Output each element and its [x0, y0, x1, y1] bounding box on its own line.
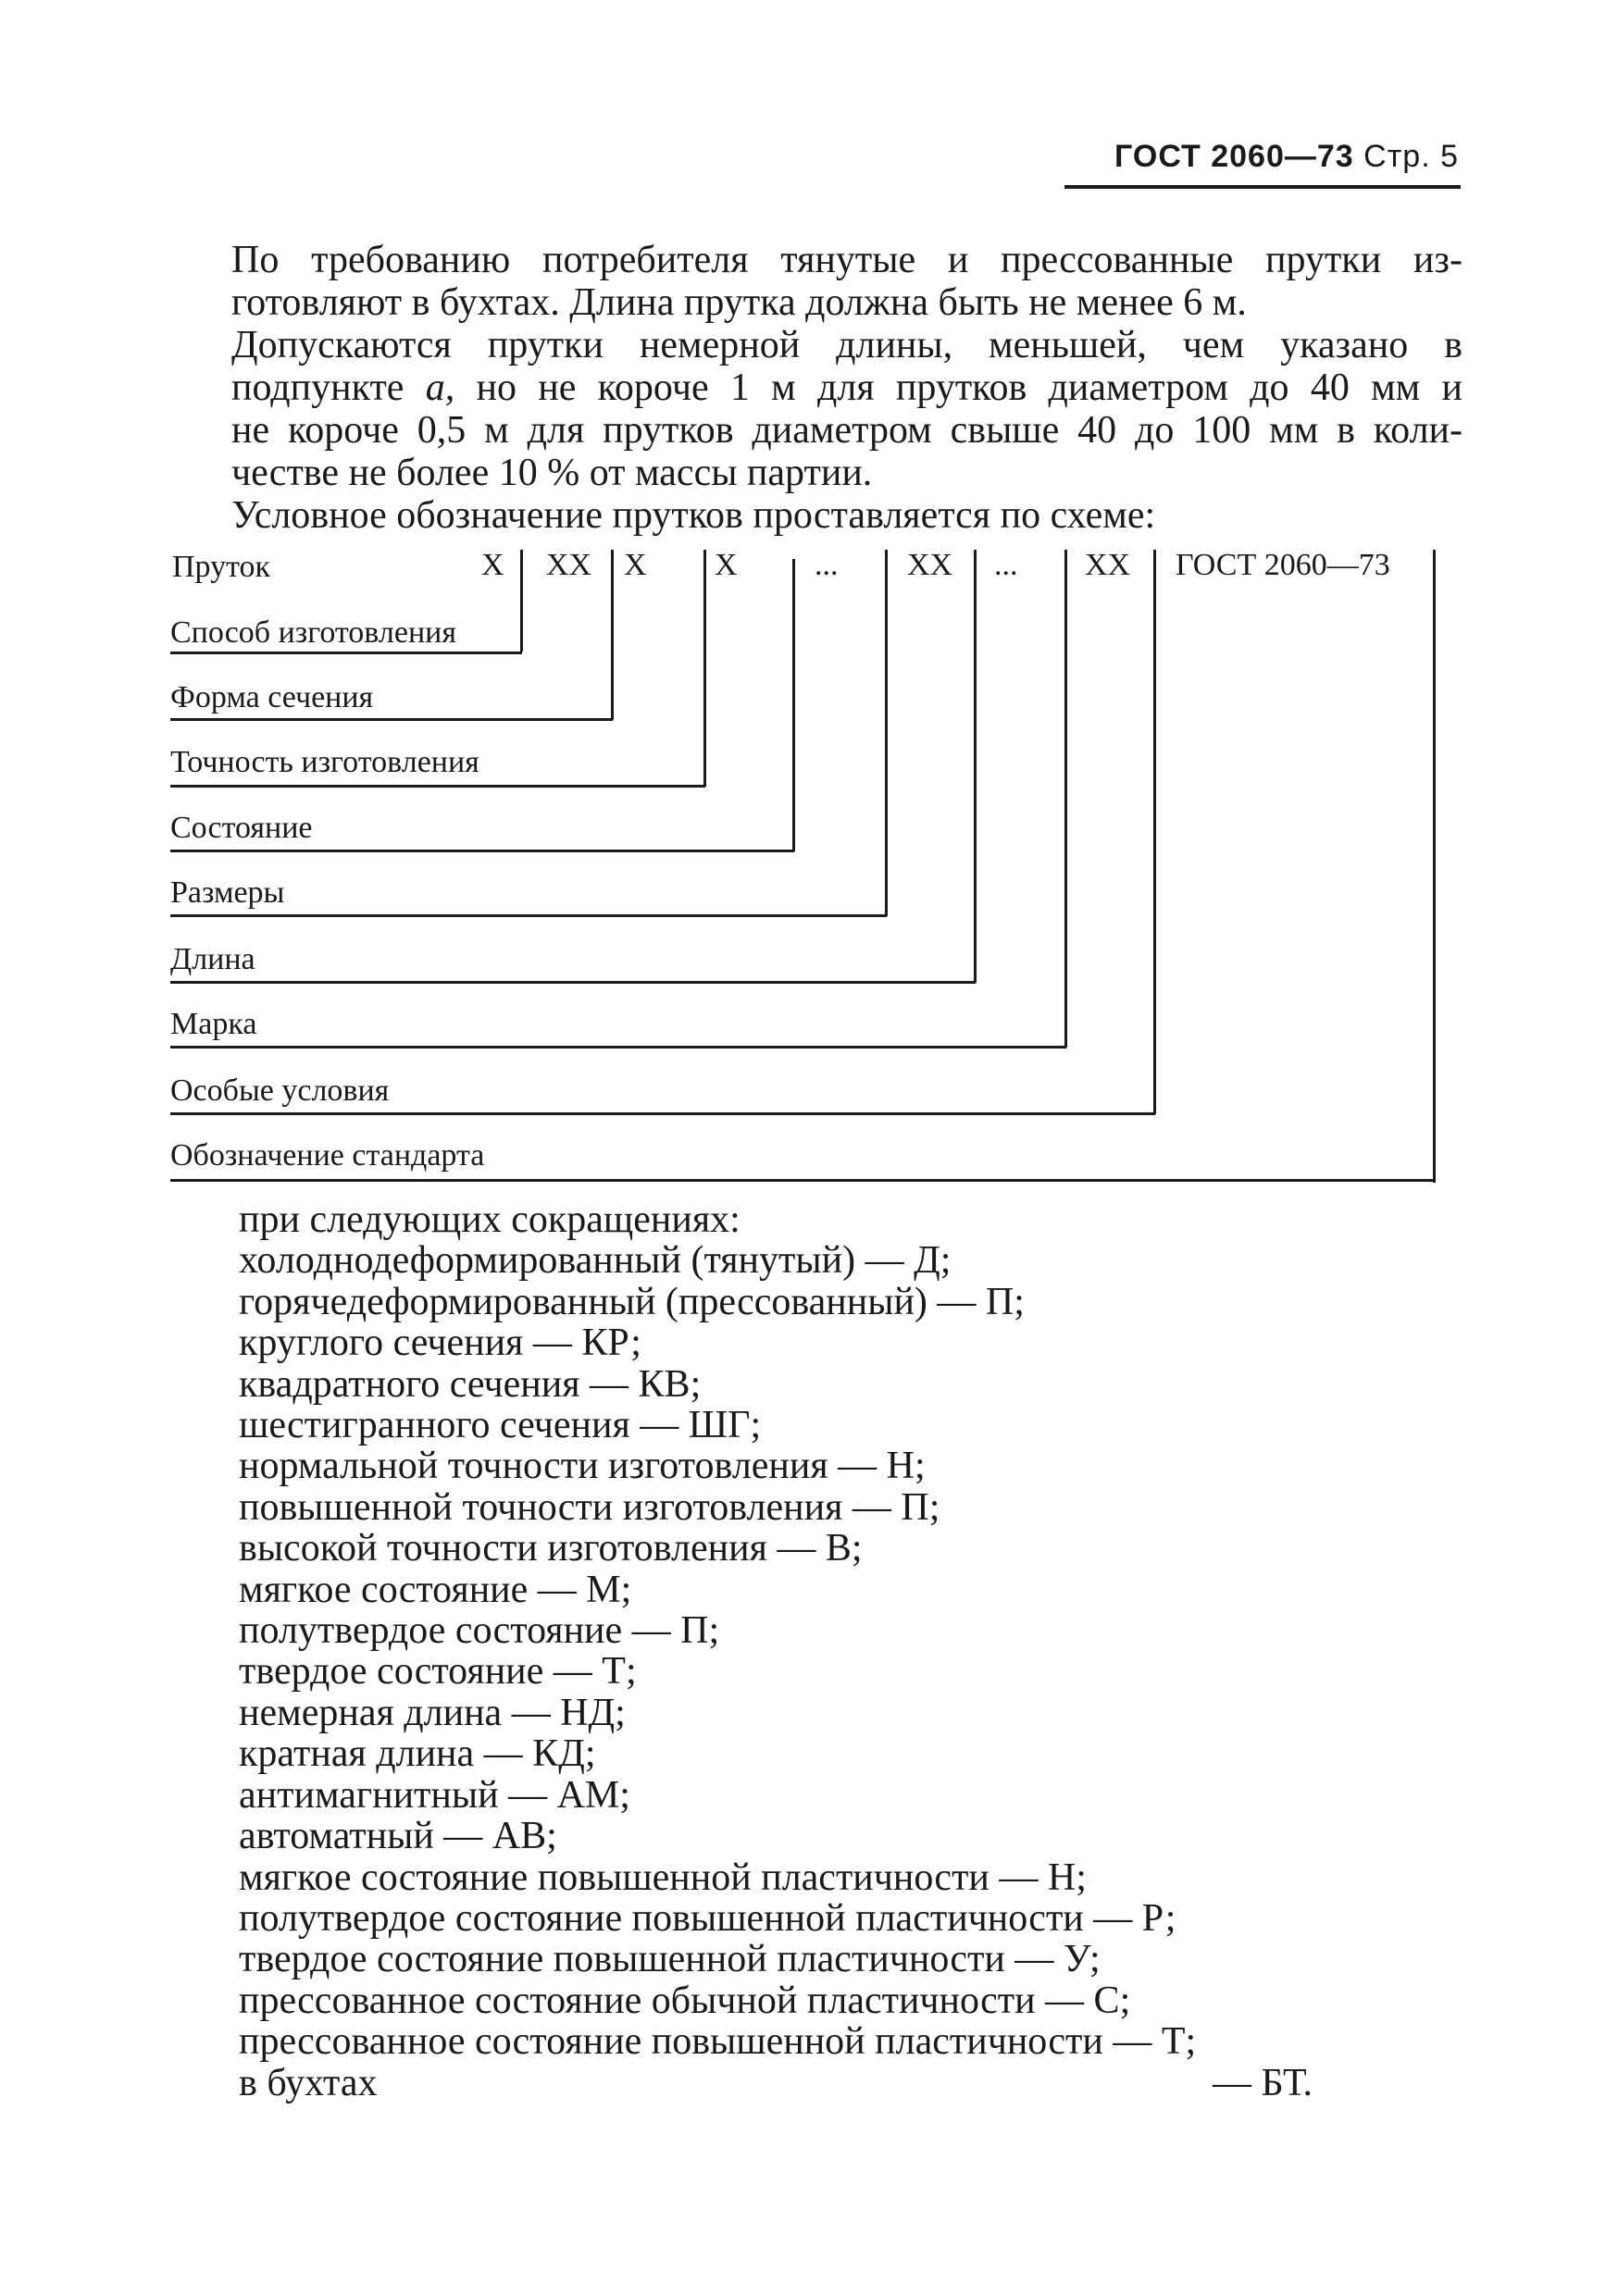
schema-label-method: Способ изготовления [170, 615, 456, 650]
para3: Условное обозначение прутков проставляется по схеме: [231, 494, 1156, 537]
schema-vline-length [974, 550, 977, 983]
schema-vline-grade [1064, 550, 1067, 1048]
standard-number: ГОСТ 2060—73 [1114, 139, 1354, 174]
para2-line4: честве не более 10 % от массы партии. [231, 452, 873, 494]
schema-label-standard: Обозначение стандарта [170, 1138, 485, 1173]
list-item: прессованное состояние обычной пластичности — С; [239, 1979, 1131, 2022]
schema-label-accuracy: Точность изготовления [170, 745, 479, 779]
list-item: высокой точности изготовления — В; [239, 1527, 863, 1570]
list-item: антимагнитный — АМ; [239, 1773, 630, 1817]
page-number: Стр. 5 [1363, 139, 1459, 174]
schema-standard: ГОСТ 2060—73 [1176, 548, 1390, 582]
header-rule [1064, 185, 1461, 189]
subpoint-letter: а, [425, 366, 455, 409]
schema-label-special: Особые условия [170, 1074, 390, 1108]
list-item: немерная длина — НД; [239, 1691, 626, 1734]
schema-hline-grade [170, 1046, 1066, 1049]
schema-hline-method [170, 652, 522, 654]
schema-code-state: X [715, 548, 738, 582]
list-item: твердое состояние — Т; [239, 1650, 637, 1694]
schema-hline-shape [170, 718, 613, 721]
schema-vline-accuracy [703, 550, 706, 787]
schema-code-method: X [481, 548, 504, 582]
list-item-last [239, 2063, 1313, 2104]
page-header [1114, 139, 1459, 175]
schema-vline-special [1153, 550, 1156, 1114]
schema-label-sizes: Размеры [170, 875, 285, 910]
para1-line1: По требованию потребителя тянутые и прессованные прутки из- [231, 239, 1462, 281]
list-item: нормальной точности изготовления — Н; [239, 1445, 926, 1488]
abbreviation-intro: при следующих сокращениях: [239, 1198, 741, 1241]
schema-hline-accuracy [170, 785, 705, 788]
schema-code-dots1: ... [815, 548, 839, 582]
para1-line2: готовляют в бухтах. Длина прутка должна быть не менее 6 м. [231, 281, 1247, 324]
list-item: прессованное состояние повышенной пластичности — Т; [239, 2020, 1197, 2064]
schema-code-grade: XX [1085, 548, 1131, 582]
schema-label-grade: Марка [170, 1007, 257, 1041]
list-item: автоматный — АВ; [239, 1815, 557, 1858]
schema-code-sizes: XX [907, 548, 953, 582]
schema-vline-state [792, 559, 795, 851]
list-item: мягкое состояние повышенной пластичности — Н; [239, 1855, 1087, 1899]
list-item: шестигранного сечения — ШГ; [239, 1404, 762, 1447]
schema-code-accuracy: X [624, 548, 647, 582]
last-item-code: — БТ. [1212, 2061, 1313, 2104]
abbreviation-list [239, 1199, 1313, 2104]
para2-line2-rest: но не короче 1 м для прутков диаметром до 40 мм и [476, 366, 1463, 409]
list-item: полутвердое состояние повышенной пластичности — Р; [239, 1896, 1176, 1940]
schema-hline-sizes [170, 914, 887, 917]
list-item: полутвердое состояние — П; [239, 1609, 720, 1653]
schema-code-dots2: ... [994, 548, 1018, 582]
schema-hline-special [170, 1112, 1155, 1115]
list-item: круглого сечения — КР; [239, 1322, 641, 1365]
list-item: квадратного сечения — КВ; [239, 1362, 702, 1406]
schema-hline-standard [170, 1179, 1435, 1182]
schema-label-shape: Форма сечения [170, 680, 374, 714]
schema-label-length: Длина [170, 942, 255, 976]
para2-line3: не короче 0,5 м для прутков диаметром свыше 40 до 100 мм в коли- [231, 409, 1462, 452]
list-item: мягкое состояние — М; [239, 1568, 632, 1611]
list-item: горячедеформированный (прессованный) — П; [239, 1280, 1025, 1323]
schema-vline-sizes [885, 550, 888, 916]
schema-code-shape: XX [546, 548, 592, 582]
schema-hline-length [170, 981, 976, 984]
schema-label-state: Состояние [170, 811, 313, 845]
schema-vline-standard [1433, 550, 1436, 1183]
list-item: твердое состояние повышенной пластичности — У; [239, 1938, 1101, 1981]
list-item: холоднодеформированный (тянутый) — Д; [239, 1239, 952, 1283]
last-item-label: в бухтах [239, 2061, 378, 2104]
list-item: кратная длина — КД; [239, 1732, 596, 1776]
list-item: повышенной точности изготовления — П; [239, 1485, 940, 1529]
schema-vline-shape [611, 550, 614, 720]
schema-product: Пруток [172, 550, 271, 584]
intro-text [231, 239, 1462, 537]
subpoint-word: подпункте [231, 366, 404, 409]
schema-hline-state [170, 850, 794, 852]
para2-line2 [231, 366, 1462, 409]
schema-vline-method [520, 550, 523, 652]
para2-line1: Допускаются прутки немерной длины, меньшей, чем указано в [231, 324, 1462, 366]
